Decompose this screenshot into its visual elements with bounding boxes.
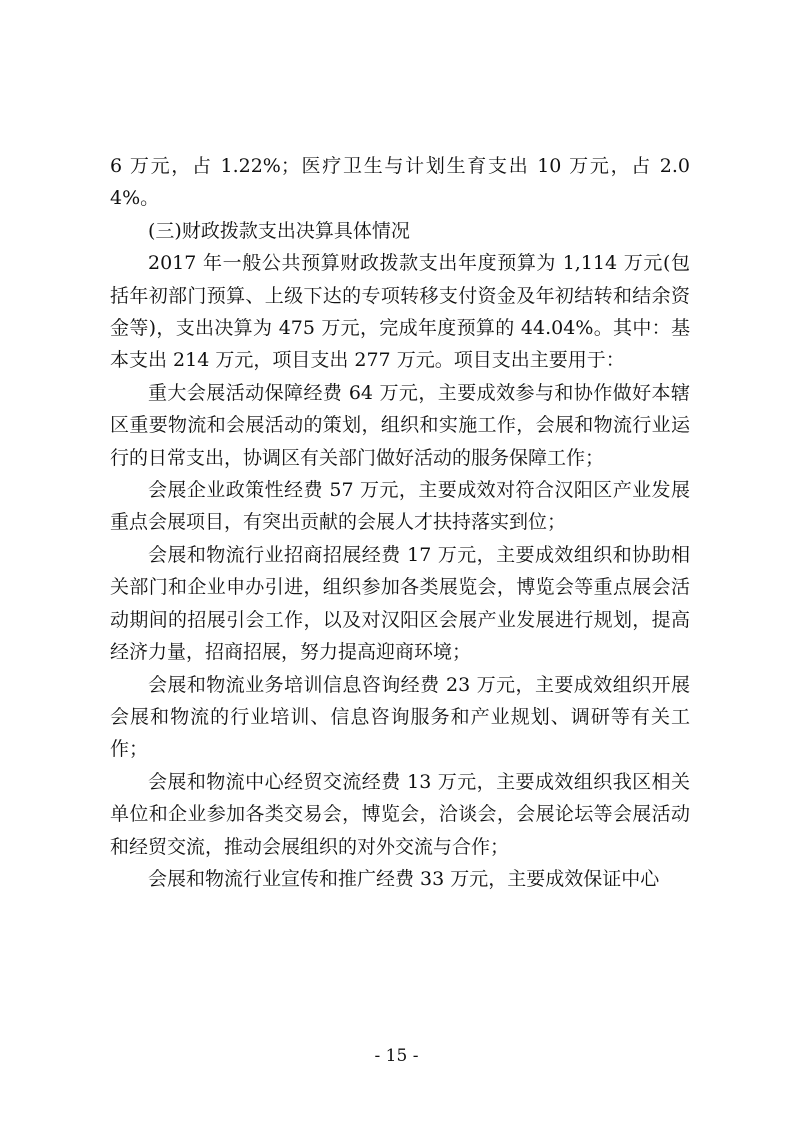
paragraph-investment-promotion: 会展和物流行业招商招展经费 17 万元，主要成效组织和协助相关部门和企业申办引进，组织参加各类展览会，博览会等重点展会活动期间的招展引会工作，以及对汉阳区会展产业发展进行规划，提高经济力量，招商招展，努力提高迎商环境； — [110, 543, 690, 664]
paragraph-budget-summary: 2017 年一般公共预算财政拨款支出年度预算为 1,114 万元(包括年初部门预算、上级下达的专项转移支付资金及年初结转和结余资金等)，支出决算为 475 万元，完成年度预算的 44.04%。其中：基本支出 214 万元，项目支出 277 万元。项目支出主要用于： — [110, 252, 690, 372]
section-heading: (三)财政拨款支出决算具体情况 — [148, 219, 410, 242]
document-body — [110, 150, 690, 895]
paragraph-trade-exchange: 会展和物流中心经贸交流经费 13 万元，主要成效组织我区相关单位和企业参加各类交易会，博览会，洽谈会，会展论坛等会展活动和经贸交流，推动会展组织的对外交流与合作； — [110, 770, 690, 858]
paragraph-publicity: 会展和物流行业宣传和推广经费 33 万元，主要成效保证中心 — [148, 867, 660, 890]
paragraph-policy-funds: 会展企业政策性经费 57 万元，主要成效对符合汉阳区产业发展重点会展项目，有突出贡献的会展人才扶持落实到位； — [110, 479, 690, 534]
paragraph-training-consulting: 会展和物流业务培训信息咨询经费 23 万元，主要成效组织开展会展和物流的行业培训、信息咨询服务和产业规划、调研等有关工作； — [110, 673, 690, 761]
paragraph-continuation: 6 万元，占 1.22%；医疗卫生与计划生育支出 10 万元，占 2.04%。 — [110, 155, 690, 210]
page-number: - 15 - — [374, 1046, 419, 1066]
paragraph-event-guarantee: 重大会展活动保障经费 64 万元，主要成效参与和协作做好本辖区重要物流和会展活动的策划，组织和实施工作，会展和物流行业运行的日常支出，协调区有关部门做好活动的服务保障工作； — [110, 381, 690, 469]
